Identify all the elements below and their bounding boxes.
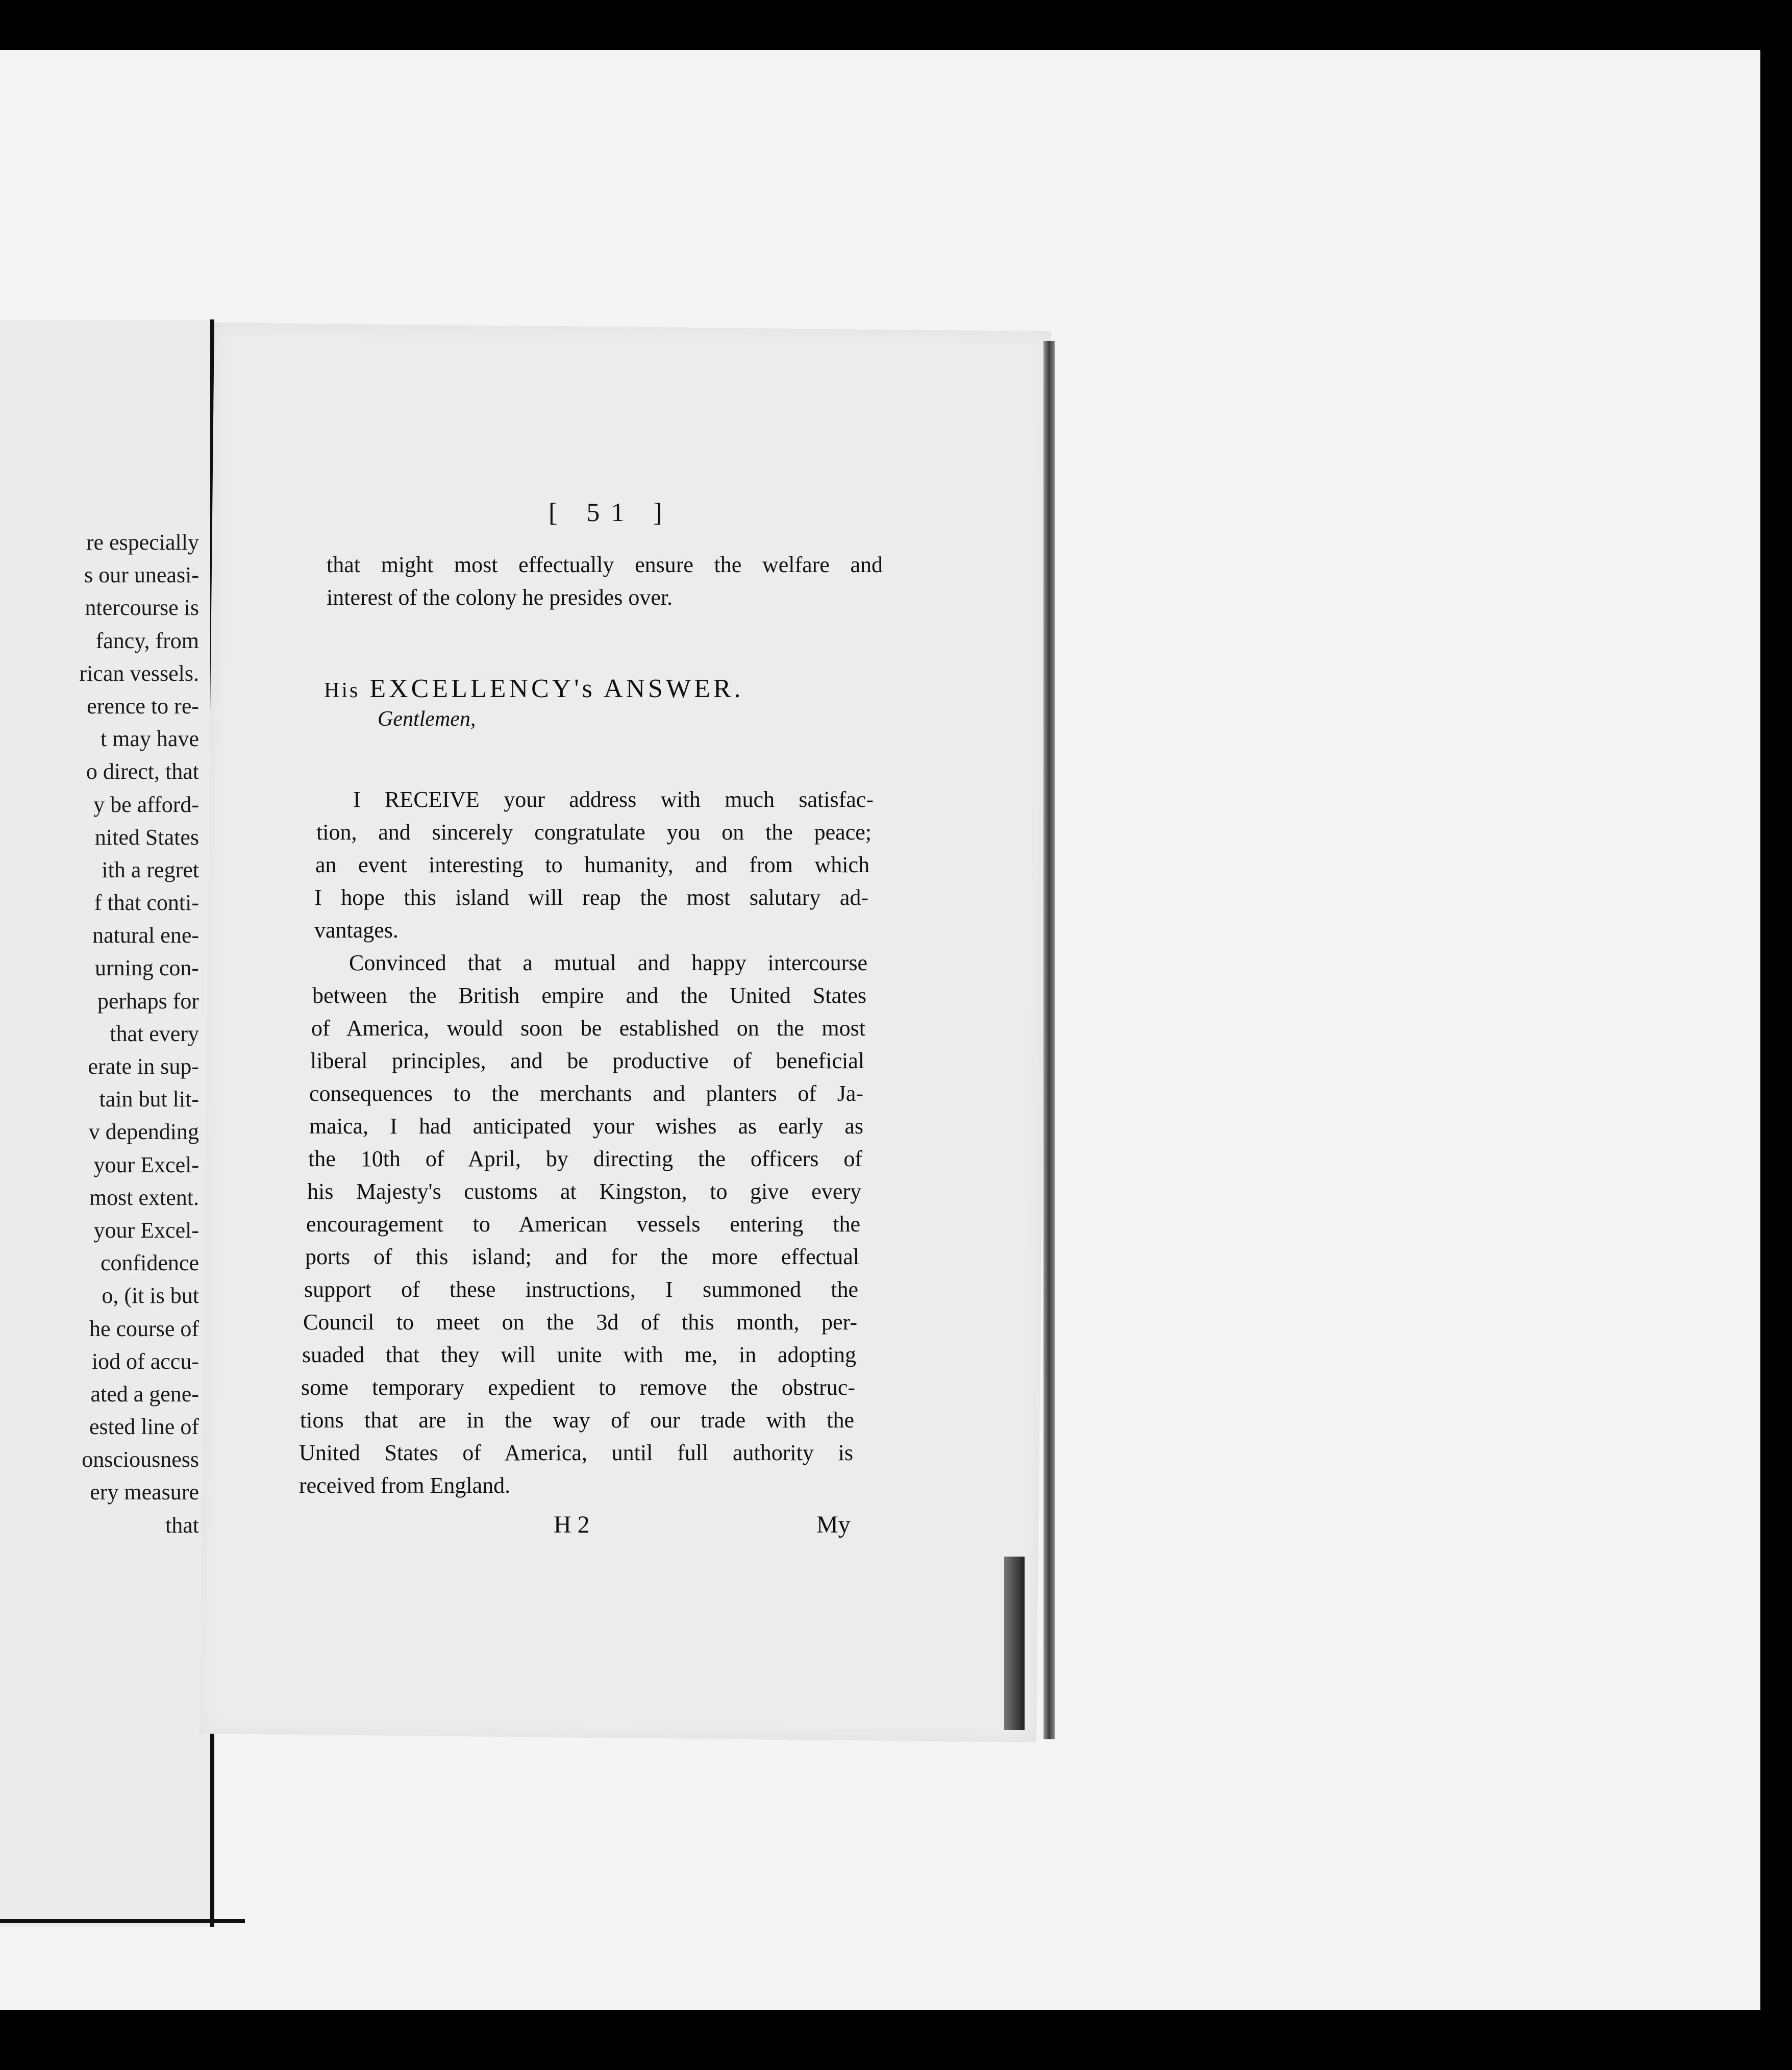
paragraph-line: maica, I had anticipated your wishes as early as [309, 1114, 863, 1139]
paragraph-line: vantages. [314, 918, 399, 943]
left-line: ested line of [89, 1414, 199, 1440]
left-line: confidence [101, 1250, 199, 1276]
paragraph-line: suaded that they will unite with me, in adopting [302, 1342, 856, 1367]
signature-mark: H 2 [554, 1511, 590, 1538]
paragraph-line: of America, would soon be established on the most [311, 1016, 865, 1041]
opening-line: that might most effectually ensure the welfare and [327, 552, 883, 577]
left-line: erate in sup- [88, 1054, 199, 1079]
left-line: onsciousness [82, 1447, 199, 1472]
left-line: perhaps for [97, 988, 199, 1014]
paragraph-line: Convinced that a mutual and happy intercourse [349, 950, 867, 975]
paragraph-line: his Majesty's customs at Kingston, to give every [307, 1179, 861, 1204]
left-line: tain but lit- [99, 1087, 199, 1112]
left-line: most extent. [89, 1185, 199, 1210]
left-line: o, (it is but [102, 1283, 199, 1309]
paragraph-line: I RECEIVE your address with much satisfac- [353, 787, 874, 812]
answer-heading [324, 674, 744, 704]
left-line: y be afford- [93, 792, 199, 817]
left-line: rican vessels. [79, 660, 199, 686]
paragraph-line: an event interesting to humanity, and from which [315, 852, 869, 877]
left-page-bottom-border [0, 1919, 245, 1923]
paragraph-line: received from England. [299, 1473, 511, 1498]
left-line: f that conti- [94, 890, 199, 916]
paragraph-line: support of these instructions, I summoned the [304, 1277, 858, 1302]
answer-heading-main: EXCELLENCY's ANSWER. [369, 674, 744, 703]
left-line: he course of [89, 1316, 199, 1341]
left-line: o direct, that [86, 759, 199, 784]
answer-heading-prefix: His [324, 679, 360, 702]
left-page-text [0, 526, 199, 1542]
paragraph-line: consequences to the merchants and planters of Ja- [309, 1081, 863, 1106]
left-line: ated a gene- [90, 1381, 199, 1407]
opening-line: interest of the colony he presides over. [327, 585, 673, 610]
paragraph-line: liberal principles, and be productive of beneficial [310, 1048, 864, 1073]
left-line: nited States [94, 824, 199, 850]
paragraph-line: United States of America, until full authority is [299, 1440, 853, 1465]
left-line: iod of accu- [91, 1348, 199, 1374]
salutation: Gentlemen, [378, 707, 476, 731]
left-line: fancy, from [95, 628, 199, 653]
paragraph-line: tion, and sincerely congratulate you on the peace; [316, 820, 872, 845]
left-line: ery measure [90, 1480, 199, 1505]
paragraph-line: Council to meet on the 3d of this month, per- [303, 1310, 857, 1335]
left-line: re especially [86, 530, 199, 555]
paragraph-line: encouragement to American vessels entering the [306, 1212, 860, 1237]
left-line: your Excel- [93, 1152, 199, 1177]
left-line: your Excel- [93, 1217, 199, 1243]
left-line: v depending [88, 1119, 199, 1145]
left-line: that [165, 1512, 199, 1538]
left-line: s our uneasi- [84, 562, 199, 588]
right-page-edge [1043, 341, 1055, 1739]
paragraph-line: tions that are in the way of our trade with the [300, 1408, 854, 1433]
paragraph-line: between the British empire and the United States [312, 983, 866, 1008]
left-line: that every [110, 1021, 199, 1046]
paragraph-line: ports of this island; and for the more effectual [305, 1244, 859, 1269]
left-line: ntercourse is [85, 595, 199, 621]
left-line: ith a regret [102, 857, 199, 882]
catchword: My [816, 1511, 851, 1538]
paragraph-line: some temporary expedient to remove the obstruc- [301, 1375, 855, 1400]
left-page [0, 319, 214, 1927]
left-line: erence to re- [87, 693, 199, 719]
right-page-edge-shadow [1004, 1557, 1025, 1730]
paragraph-line: the 10th of April, by directing the officers of [308, 1146, 862, 1171]
left-line: urning con- [94, 955, 199, 981]
page-number: [ 51 ] [549, 498, 674, 527]
left-line: natural ene- [92, 923, 199, 948]
paragraph-line: I hope this island will reap the most salutary ad- [314, 885, 868, 910]
left-line: t may have [100, 726, 199, 752]
